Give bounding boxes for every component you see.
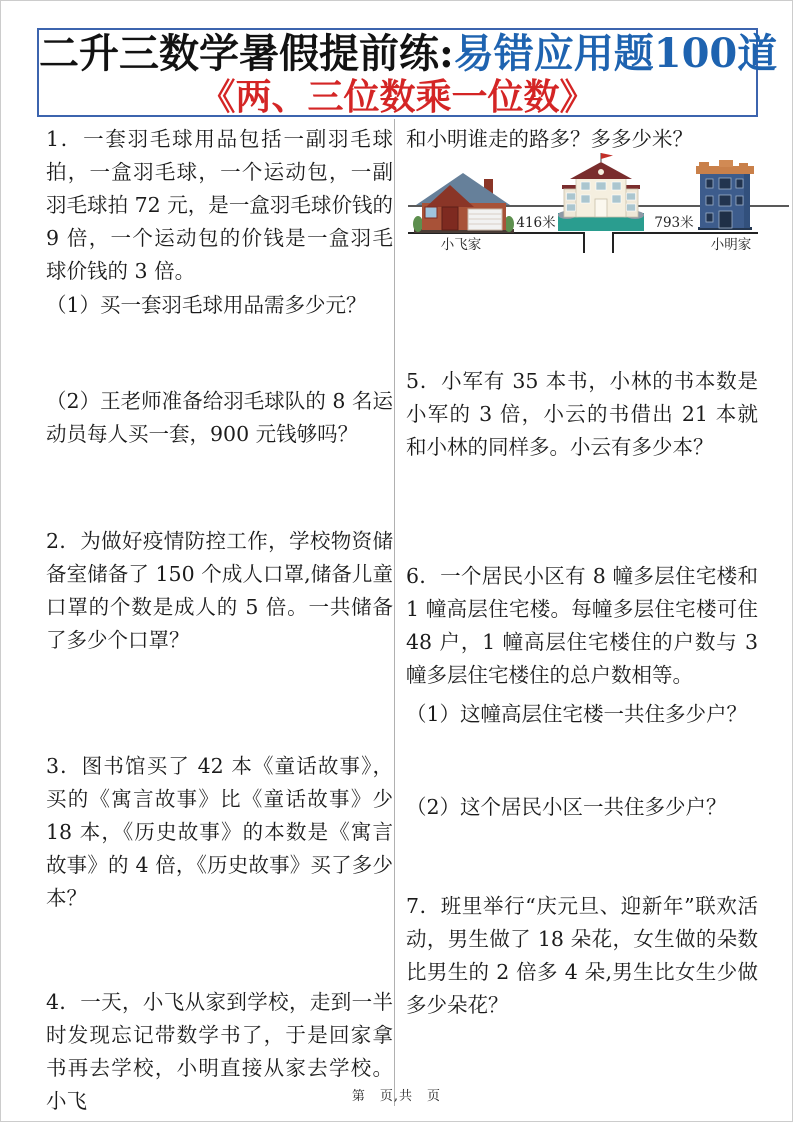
left-column [46, 1, 393, 1122]
problem-6-question-2: （2）这个居民小区一共住多少户？ [406, 795, 727, 819]
column-divider [394, 119, 395, 1106]
title-line-2: 《两、三位数乘一位数》 [199, 76, 596, 118]
problem-7-text: 7．班里举行“庆元旦、迎新年”联欢活动，男生做了 18 朵花，女生做的朵数比男生的 2 倍多 4 朵,男生比女生少做多少朵花？ [406, 894, 758, 1017]
problem-1-question-2: （2）王老师准备给羽毛球队的 8 名运动员每人买一套，900 元钱够吗？ [46, 389, 393, 446]
problem-6-question-1: （1）这幢高层住宅楼一共住多少户？ [406, 702, 748, 726]
distance-416-label: 416米 [516, 215, 556, 231]
problem-4-continued: 和小明谁走的路多？多多少米？ [406, 127, 693, 151]
school-building-icon [558, 153, 644, 231]
xiaoming-home-label: 小明家 [710, 237, 752, 253]
houses-distance-illustration [406, 151, 791, 271]
problem-3-text: 3．图书馆买了 42 本《童话故事》，买的《寓言故事》比《童话故事》少 18 本，《历史故事》的本数是《寓言故事》的 4 倍，《历史故事》买了多少本？ [46, 754, 393, 910]
distance-793-label: 793米 [654, 215, 694, 231]
xiaofei-home-label: 小飞家 [440, 237, 482, 253]
right-column [406, 1, 758, 1122]
title-part-blue: 易错应用题100道 [453, 30, 778, 77]
problem-6-text: 6．一个居民小区有 8 幢多层住宅楼和 1 幢高层住宅楼。每幢多层住宅楼可住 48 户，1 幢高层住宅楼住的户数与 3 幢多层住宅楼住的总户数相等。 [406, 564, 758, 687]
problem-2-text: 2．为做好疫情防控工作，学校物资储备室储备了 150 个成人口罩,储备儿童口罩的个数是成人的 5 倍。一共储备了多少个口罩？ [46, 529, 393, 652]
page-number-footer: 第 页,共 页 [351, 1089, 442, 1104]
xiaofei-house-icon [413, 173, 514, 233]
problem-5-text: 5．小军有 35 本书，小林的书本数是小军的 3 倍，小云的书借出 21 本就和小林的同样多。小云有多少本？ [406, 369, 758, 459]
title-part-black: 二升三数学暑假提前练: [39, 30, 454, 77]
problem-1-text: 1．一套羽毛球用品包括一副羽毛球拍，一盒羽毛球，一个运动包，一副羽毛球拍 72 元，是一盒羽毛球价钱的 9 倍，一个运动包的价钱是一盒羽毛球价钱的 3 倍。 [46, 127, 393, 283]
problem-4-text: 4．一天，小飞从家到学校，走到一半时发现忘记带数学书了，于是回家拿书再去学校，小明直接从家去学校。小飞 [46, 990, 393, 1113]
ground-line-left [408, 233, 584, 253]
xiaoming-building-icon [696, 160, 754, 230]
problem-1-question-1: （1）买一套羽毛球用品需多少元？ [46, 293, 367, 317]
